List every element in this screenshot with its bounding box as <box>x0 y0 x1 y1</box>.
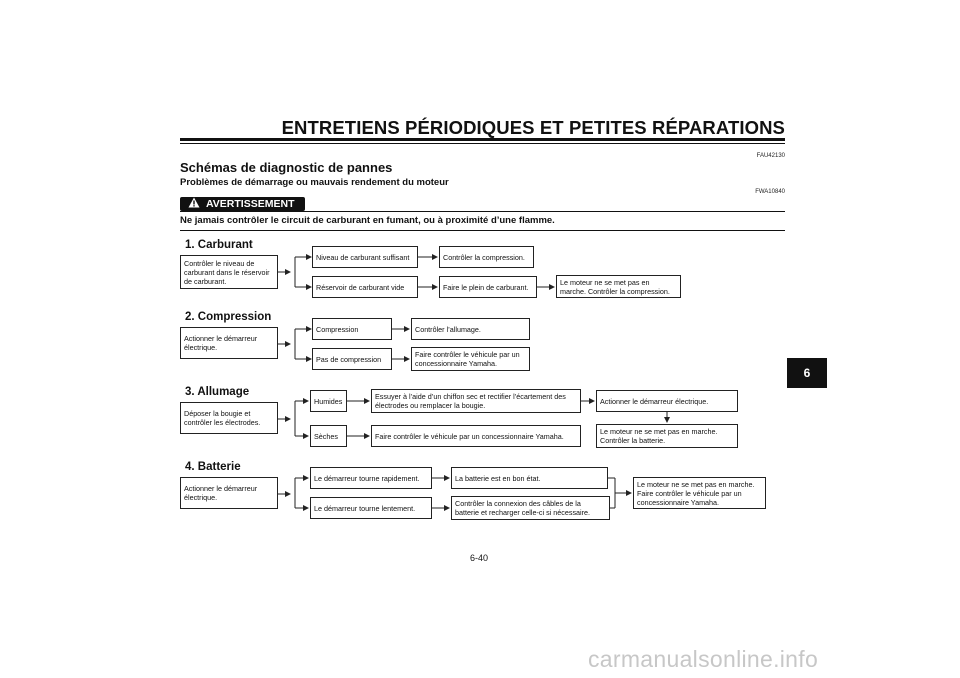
flow4-check-cables-text: Contrôler la connexion des câbles de la batterie et recharger celle-ci si nécessaire. <box>455 499 591 517</box>
warning-text: Ne jamais contrôler le circuit de carburant en fumant, ou à proximité d’une flamme. <box>180 215 555 226</box>
flow1-fuel-sufficient-text: Niveau de carburant suffisant <box>316 252 410 262</box>
flow1-fuel-sufficient-box <box>312 246 418 268</box>
flow1-check-compression-text: Contrôler la compression. <box>443 252 525 262</box>
flow2-check-ignition-text: Contrôler l’allumage. <box>415 324 481 334</box>
section-subtitle: Problèmes de démarrage ou mauvais rendement du moteur <box>180 177 449 188</box>
flow1-tank-empty-box <box>312 276 418 298</box>
flow2-dealer-text: Faire contrôler le véhicule par un concessionnaire Yamaha. <box>415 350 520 368</box>
chapter-tab: 6 <box>787 358 827 388</box>
watermark: carmanualsonline.info <box>588 646 819 672</box>
flow3-wet-text: Humides <box>314 396 343 406</box>
flow3-clean-plug-text: Essuyer à l’aide d’un chiffon sec et rectifier l’écartement des électrodes ou remplacer la bougie. <box>375 392 566 410</box>
flow4-starter-fast-text: Le démarreur tourne rapidement. <box>314 473 420 483</box>
flow4-end-text: Le moteur ne se met pas en marche. Faire contrôler le véhicule par un concessionnaire Yamaha. <box>637 479 755 507</box>
flow3-press-starter-box <box>596 390 738 412</box>
flow3-dry-text: Sèches <box>314 431 338 441</box>
flow4-starter-slow-box <box>310 497 432 519</box>
flow4-start-text: Actionner le démarreur électrique. <box>184 484 258 502</box>
flow-title-compression: 2. Compression <box>185 311 272 323</box>
flow1-no-start-box <box>556 275 681 298</box>
flow1-no-start-text: Le moteur ne se met pas en marche. Contrôler la compression. <box>560 277 670 296</box>
flow2-dealer-box <box>411 347 530 371</box>
flow3-dealer-box <box>371 425 581 447</box>
flow4-starter-fast-box <box>310 467 432 489</box>
flow4-end-box <box>633 477 766 509</box>
flow4-battery-ok-text: La batterie est en bon état. <box>455 473 541 483</box>
flow3-start-box <box>180 402 278 434</box>
flow-title-allumage: 3. Allumage <box>185 386 250 398</box>
flow3-no-start-box <box>596 424 738 448</box>
flow1-check-compression-box <box>439 246 534 268</box>
flow1-refuel-box <box>439 276 537 298</box>
flow-title-batterie: 4. Batterie <box>185 461 241 473</box>
flow3-dealer-text: Faire contrôler le véhicule par un concessionnaire Yamaha. <box>375 431 564 441</box>
flow4-starter-slow-text: Le démarreur tourne lentement. <box>314 503 416 513</box>
page-header-title: ENTRETIENS PÉRIODIQUES ET PETITES RÉPARATIONS <box>281 117 785 138</box>
flow3-no-start-text: Le moteur ne se met pas en marche. Contrôler la batterie. <box>600 427 718 445</box>
flow2-check-ignition-box <box>411 318 530 340</box>
warning-code: FWA10840 <box>755 189 785 195</box>
flow-title-carburant: 1. Carburant <box>185 239 253 251</box>
flow3-clean-plug-box <box>371 389 581 413</box>
flow2-compression-box <box>312 318 392 340</box>
flow4-start-box <box>180 477 278 509</box>
flow3-wet-box <box>310 390 347 412</box>
flow4-check-cables-box <box>451 496 610 520</box>
flow2-compression-text: Compression <box>316 324 359 334</box>
page-number: 6-40 <box>470 553 489 563</box>
flow1-tank-empty-text: Réservoir de carburant vide <box>316 282 405 292</box>
flow2-start-box <box>180 327 278 359</box>
warning-label: AVERTISSEMENT <box>206 198 295 210</box>
flow2-no-compression-box <box>312 348 392 370</box>
flow3-press-starter-text: Actionner le démarreur électrique. <box>600 396 709 406</box>
flow1-start-text: Contrôler le niveau de carburant dans le réservoir de carburant. <box>184 258 270 286</box>
flow2-start-text: Actionner le démarreur électrique. <box>184 334 258 352</box>
flow3-start-text: Déposer la bougie et contrôler les électrodes. <box>184 409 261 427</box>
flow2-no-compression-text: Pas de compression <box>316 354 382 364</box>
flow4-battery-ok-box <box>451 467 608 489</box>
flow3-dry-box <box>310 425 347 447</box>
flow1-refuel-text: Faire le plein de carburant. <box>443 282 529 292</box>
section-code: FAU42130 <box>756 153 785 159</box>
section-title: Schémas de diagnostic de pannes <box>180 160 393 175</box>
flow1-start-box <box>180 255 278 289</box>
